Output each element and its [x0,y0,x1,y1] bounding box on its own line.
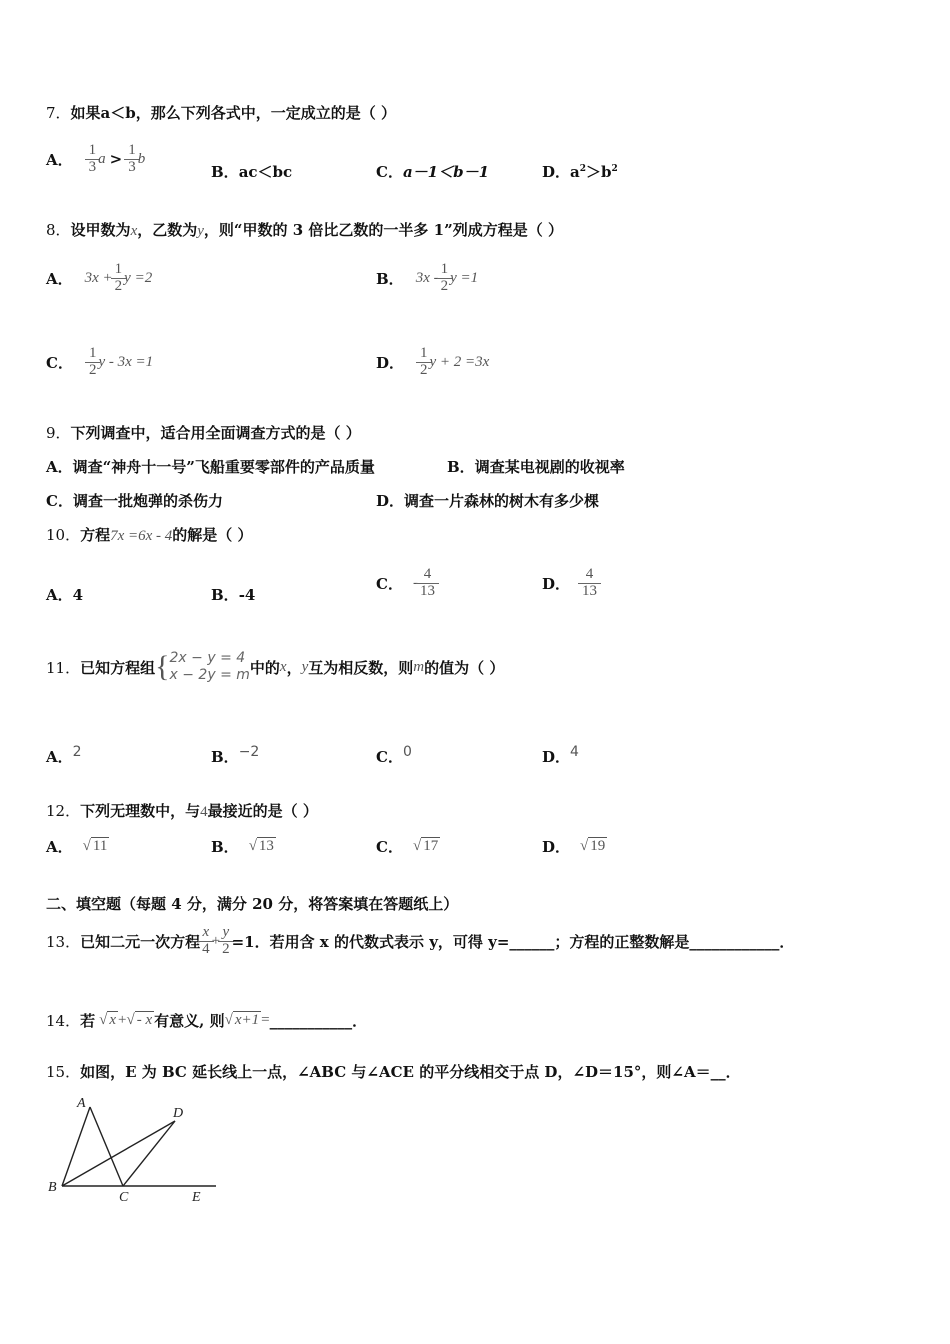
question-10: 10．方程7x =6x - 4的解是（ ） [46,526,253,544]
question-13: 13． 已知二元一次方程 $\frac{x}{4}$ + $\frac{y}{2}$ =1．若用含 x 的代数式表示 y，可得 y=______；方程的正整数解是____________． [46,923,795,957]
label-C: C [119,1190,129,1205]
equation-system: { 2x − y = 4 x − 2y = m [155,649,250,683]
line-BA [62,1107,90,1186]
question-11: 11． 已知方程组 { 2x − y = 4 x − 2y = m 中的 x ， y 互为相反数，则 m 的值为（ ） [46,649,505,683]
option-label: A． [46,150,73,169]
option-12d: D． √ 19 [542,838,606,856]
option-10b: B．-4 [211,586,256,604]
question-8: 8．设甲数为x，乙数为y，则“甲数的 3 倍比乙数的一半多 1”列成方程是（ ） [46,221,563,239]
option-12a: A． √ 11 [46,838,108,856]
question-15: 15．如图，E 为 BC 延长线上一点，∠ABC 与∠ACE 的平分线相交于点 D，∠D＝15°，则∠A＝__． [46,1063,741,1081]
option-9b: B．调查某电视剧的收视率 [447,458,625,476]
question-text: 如果a＜b，那么下列各式中，一定成立的是（ ） [70,104,396,122]
option-8c: C． $\frac{1}{2}$ y - 3x =1 [46,344,154,378]
option-7c: C．a－1＜b－1 [376,163,490,181]
option-11c: C．$^0$ [376,744,412,766]
option-8b: B． 3x - $\frac{1}{2}$ y =1 [376,260,479,294]
option-9d: D．调查一片森林的树木有多少棵 [376,492,600,510]
question-number: 7． [46,104,71,122]
option-12b: B． √ 13 [211,838,274,856]
option-10a: A．4 [46,586,84,604]
option-9c: C．调查一批炮弹的杀伤力 [46,492,223,510]
section-heading: 二、填空题（每题 4 分，满分 20 分，将答案填在答题纸上） [46,895,459,913]
option-12c: C． √ 17 [376,838,439,856]
question-9: 9．下列调查中，适合用全面调查方式的是（ ） [46,424,361,442]
fraction: $\frac{1}{3}$ [126,143,138,176]
question-7 [46,102,396,123]
option-11b: B．$^{-2}$ [211,744,260,766]
option-7b: B．ac＜bc [211,163,293,181]
label-E: E [192,1190,201,1205]
option-8d: D． $\frac{1}{2}$ y + 2 =3x [376,344,490,378]
option-10d: D． $\frac{4}{13}$ [542,560,599,606]
label-B: B [48,1180,57,1195]
fraction: $\frac{1}{3}$ [87,143,99,176]
option-8a: A． 3x + $\frac{1}{2}$ y =2 [46,260,153,294]
line-CD [123,1121,175,1186]
question-12: 12．下列无理数中，与4最接近的是（ ） [46,802,318,820]
option-7a: A． $\frac{1}{3}$ a > $\frac{1}{3}$ b [46,141,146,175]
option-9a: A．调查“神舟十一号”飞船重要零部件的产品质量 [46,458,375,476]
option-11a: A．$^2$ [46,744,82,766]
label-D: D [173,1106,184,1121]
question-14: 14． 若 √ x + √ - x 有意义, 则 √ x+1 = ___________． [46,1011,368,1030]
label-A: A [77,1096,86,1111]
option-11d: D．$^4$ [542,744,579,766]
option-10c: C． - $\frac{4}{13}$ [376,560,437,606]
option-7d: D．$a^2>b^2$ [542,163,618,181]
geometry-figure [40,1090,230,1210]
line-AC [90,1107,123,1186]
